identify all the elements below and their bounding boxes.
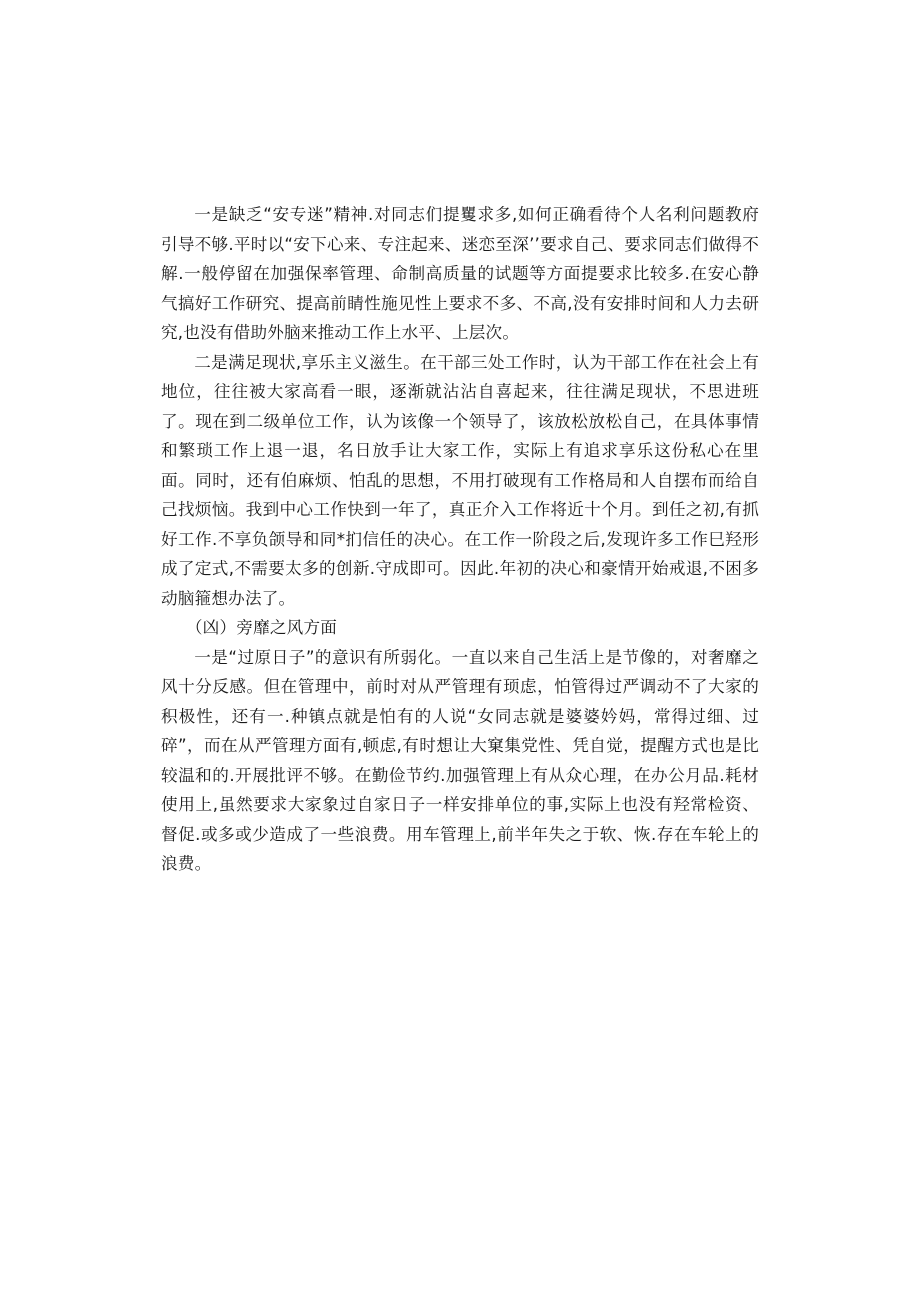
paragraph-lack-of-dedication: 一是缺乏“安专迷”精神.对同志们提矍求多,如何正确看待个人名利问题教府引导不够.平时以“安下心来、专注起来、迷恋至深’’要求自己、要求同志们做得不解.一般停留在加强保率管理、命制高质量的试题等方面提要求比较多.在安心静气搞好工作研究、提高前睛性施见性上要求不多、不高,没有安排时间和人力去研究,也没有借助外脑来推动工作上水平、上层次。 [161, 205, 759, 342]
document-body [161, 200, 759, 879]
paragraph-frugality: 一是“过原日子”的意识有所弱化。一直以来自己生活上是节像的，对奢靡之风十分反感。但在管理中，前时对从严管理有顼虑，怕管得过严调动不了大家的积极性，还有一.种镇点就是怕有的人说“女同志就是婆婆妗妈，常得过细、过碎”，而在从严管理方面有,顿虑,有时想让大窠集党性、凭自觉，提醒方式也是比较温和的.开展批评不够。在勤俭节约.加强管理上有从众心理，在办公月品.耗材使用上,虽然要求大家象过自家日子一样安排单位的事,实际上也没有羟常检资、督促.或多或少造成了一些浪费。用车管理上,前半年失之于软、恢.存在车轮上的浪费。 [161, 647, 759, 873]
paragraph-complacency: 二是满足现状,享乐主义滋生。在干部三处工作时，认为干部工作在社会上有地位，往往被大家高看一眼，逐渐就沾沾自喜起来，往往满足现状，不思进班了。现在到二级单位工作，认为该像一个领导了，该放松放松自己，在具体事情和繁琐工作上退一退，名日放手让大家工作，实际上有追求享乐这份私心在里面。同时，还有伯麻烦、怕乱的思想，不用打破现有工作格局和人自摆布而给自己找烦恼。我到中心工作快到一年了，真正介入工作将近十个月。到任之初,有抓好工作.不享负颌导和同*扪信任的决心。在工作一阶段之后,发现许多工作巳羟形成了定式,不需要太多的创新.守成即可。因此.年初的决心和豪情开始戒退,不困多动脑箍想办法了。 [161, 352, 759, 608]
section-heading-extravagance: （凶）旁靡之风方面 [185, 618, 338, 637]
